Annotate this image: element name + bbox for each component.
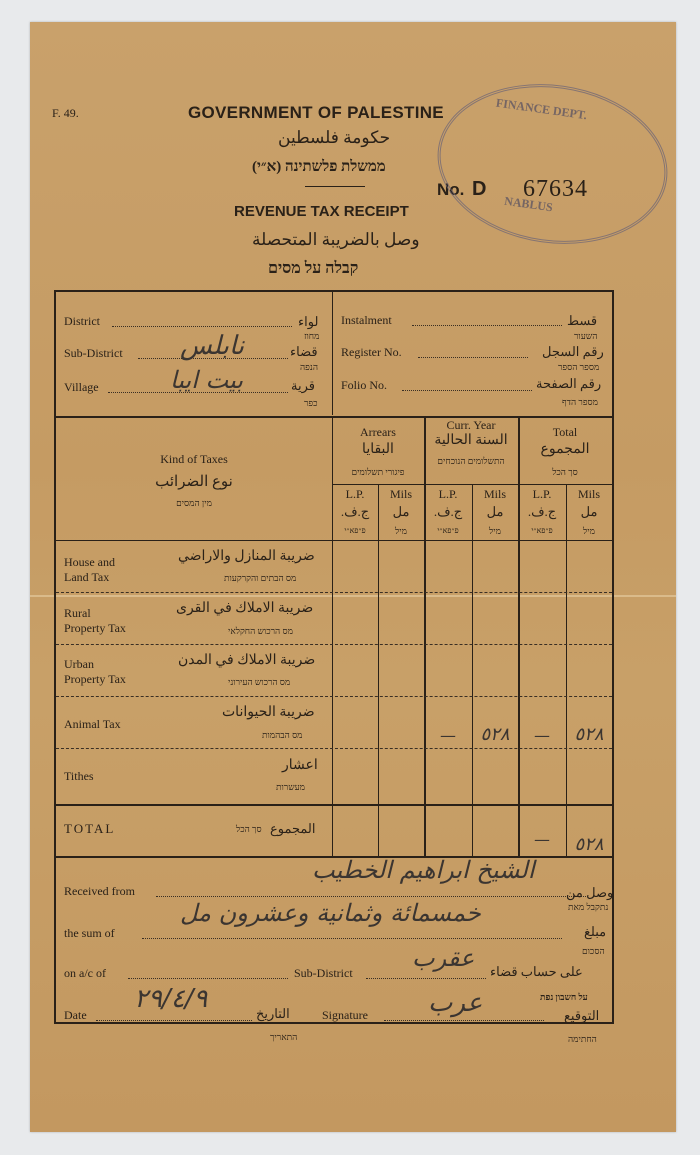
row-house-land-label-1: House and [64,555,115,569]
current-lp-header: L.P. [438,487,458,501]
total-lp-header: L.P. [532,487,552,501]
row-rural-hebrew: מס הרכוש החקלאי [228,626,293,636]
row-rural-label-2: Property Tax [64,621,126,635]
folio-label-hebrew: מספר הדף [562,397,599,407]
register-label-hebrew: מספר הספר [558,362,600,372]
received-from-label: Received from [64,884,135,898]
arrears-lp-header: L.P. [345,487,365,501]
subdistrict-label-arabic: قضاء [290,344,318,359]
total-mils-header: Mils [577,487,600,501]
district-label-hebrew: מחוז [304,331,320,341]
row-house-land-hebrew: מס הבתים והקרקעות [224,573,297,583]
total-row-hebrew: סך הכל [236,824,262,834]
sum-arabic: مبلغ [584,924,607,939]
arrears-lp-hebrew: פ״פא״י [344,526,366,535]
kind-of-taxes-arabic: نوع الضرائب [155,474,233,490]
folio-line [402,390,532,391]
row-animal-hebrew: מס הבהמות [262,730,303,740]
col-divider-6 [566,484,567,856]
folio-label-arabic: رقم الصفحة [536,376,602,391]
village-label: Village [64,380,99,394]
row-house-land-label-2: Land Tax [64,570,110,584]
district-label-arabic: لواء [298,314,319,329]
total-row-arabic: المجموع [270,821,316,836]
receipt-number-prefix: No. [437,180,465,199]
current-mils-header: Mils [483,487,506,501]
row-urban-hebrew: מס הרכוש העירוני [228,677,291,687]
instalment-label: Instalment [341,313,392,327]
instalment-label-arabic: قسط [567,313,598,328]
total-top-rule [56,804,612,806]
total-header-hebrew: סך הכל [552,467,578,477]
row-tithes-arabic: اعشار [282,758,318,773]
sum-label: the sum of [64,926,115,940]
subdistrict-label: Sub-District [64,346,123,360]
register-label-arabic: رقم السجل [542,344,604,359]
total-mils-arabic: مل [580,504,598,519]
village-label-arabic: قرية [291,378,315,393]
current-year-header-hebrew: התשלומים הנוכחים [437,456,505,466]
subdistrict-label-hebrew: הנפה [300,362,318,372]
row-rule-1 [56,592,612,593]
receipt-title-hebrew: קבלה על מסים [268,260,359,277]
arrears-header-hebrew: פיגורי תשלומים [351,467,405,477]
account-label: on a/c of [64,966,106,980]
arrears-mils-header: Mils [389,487,412,501]
current-mils-hebrew: מיל [489,526,501,536]
register-label: Register No. [341,345,402,359]
signature-label: Signature [322,1008,368,1022]
sum-value: خمسمائة وثمانية وعشرون مل [180,899,481,927]
receipt-number: 67634 [523,176,588,202]
arrears-header: Arrears [360,425,396,439]
signature-value: عرب [428,988,483,1018]
title-hebrew: ממשלת פלשתינה (א״י) [252,159,386,175]
row-tithes-label: Tithes [64,769,94,783]
title-arabic: حكومة فلسطين [278,128,391,147]
row-urban-label-2: Property Tax [64,672,126,686]
arrears-lp-arabic: ج.ف. [340,504,370,519]
register-line [418,357,528,358]
signature-hebrew: החתימה [568,1034,597,1044]
row-tithes-hebrew: מעשרות [276,782,306,792]
kind-of-taxes-hebrew: מין המסים [176,498,212,508]
row-house-land-arabic: ضريبة المنازل والاراضي [178,549,315,564]
subdistrict-value: نابلس [180,331,245,361]
account-hebrew: על חשבון נפת [540,992,588,1002]
total-header: Total [552,425,578,439]
date-arabic: التاريخ [256,1006,290,1021]
account-subdistrict-line [366,978,486,979]
animal-total-lp: — [534,726,550,745]
col-divider-3 [424,416,426,856]
current-lp-arabic: ج.ف. [433,504,463,519]
received-from-arabic: وصل من [566,885,614,900]
total-lp-arabic: ج.ف. [527,504,557,519]
col-divider-2 [378,484,379,856]
subheader-rule [332,484,612,485]
row-rule-2 [56,644,612,645]
form-code: F. 49. [52,106,79,120]
arrears-mils-arabic: مل [392,504,410,519]
row-animal-arabic: ضريبة الحيوانات [222,705,315,720]
row-rule-3 [56,696,612,697]
row-rule-4 [56,748,612,749]
row-rural-label-1: Rural [64,606,91,620]
district-label: District [64,314,100,328]
row-urban-arabic: ضريبة الاملاك في المدن [178,653,316,668]
current-lp-hebrew: פ״פא״י [437,526,459,535]
total-mils-hebrew: מיל [583,526,595,536]
col-divider-4 [472,484,473,856]
sum-hebrew: הסכום [582,946,605,956]
receipt-title-english: REVENUE TAX RECEIPT [234,203,409,220]
stamp-line-2: NABLUS [503,193,554,215]
receipt-number-letter: D [472,178,487,200]
header-rule [305,186,365,187]
animal-current-lp: — [440,726,456,745]
stamp-line-1: FINANCE DEPT. [495,95,588,123]
arrears-header-arabic: البقايا [362,442,394,457]
date-hebrew: התאריך [270,1032,298,1042]
district-line [112,326,292,327]
account-arabic: على حساب قضاء [490,964,583,979]
account-line [128,978,288,979]
instalment-label-hebrew: השעור [574,331,598,341]
date-label: Date [64,1008,87,1022]
kind-of-taxes-label: Kind of Taxes [160,452,228,466]
animal-current-mils: ٥٢٨ [480,724,510,745]
location-divider [332,292,333,415]
folio-label: Folio No. [341,378,388,392]
row-animal-label: Animal Tax [64,717,121,731]
sum-line [142,938,562,939]
total-row-label: TOTAL [64,821,116,836]
current-mils-arabic: مل [486,504,504,519]
total-row-lp: — [534,830,550,849]
date-line [96,1020,252,1021]
account-value: عقرب [412,944,475,972]
total-header-arabic: المجموع [540,442,590,457]
location-bottom-rule [56,416,612,418]
date-value: ٢٩/٤/٩ [134,984,208,1014]
received-from-line [156,896,586,897]
village-value: بيت ايبا [170,366,244,394]
current-year-header: Curr. Year [446,418,496,432]
total-row-mils: ٥٢٨ [574,834,604,855]
current-year-header-arabic: السنة الحالية [434,433,508,448]
signature-arabic: التوقيع [564,1008,600,1023]
col-divider-5 [518,416,520,856]
instalment-line [412,325,562,326]
village-label-hebrew: כפר [304,398,318,408]
received-from-hebrew: נתקבל מאת [568,902,609,912]
row-urban-label-1: Urban [64,657,94,671]
row-rural-arabic: ضريبة الاملاك في القرى [176,601,314,616]
account-subdistrict-label: Sub-District [294,966,353,980]
receipt-title-arabic: وصل بالضريبة المتحصلة [252,230,420,249]
header-bottom-rule [56,540,612,541]
title-english: GOVERNMENT OF PALESTINE [188,103,444,122]
arrears-mils-hebrew: מיל [395,526,407,536]
col-divider-1 [332,416,333,856]
received-from-value: الشيخ ابراهيم الخطيب [312,856,535,884]
total-lp-hebrew: פ״פא״י [531,526,553,535]
animal-total-mils: ٥٢٨ [574,724,604,745]
signature-line [384,1020,544,1021]
